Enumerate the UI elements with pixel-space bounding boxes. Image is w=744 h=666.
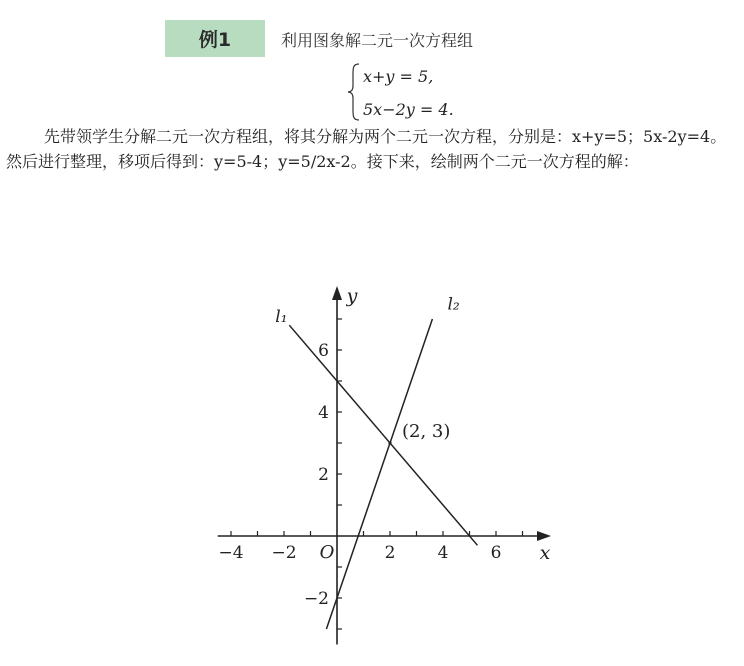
series-label-1: l₁ <box>275 307 288 328</box>
y-tick-label: 6 <box>318 341 329 361</box>
y-tick-label: 2 <box>318 465 329 485</box>
y-tick-label: −2 <box>303 589 329 609</box>
x-axis-label: x <box>539 542 551 564</box>
graph <box>190 205 610 663</box>
example-badge: 例1 <box>165 20 265 57</box>
system-brace <box>347 62 361 122</box>
x-axis-arrow <box>537 531 551 541</box>
x-tick-label: −4 <box>218 543 244 563</box>
y-axis-label: y <box>346 285 358 307</box>
x-tick-label: −2 <box>271 543 297 563</box>
intersection-point <box>388 441 391 444</box>
y-tick-label: 4 <box>318 403 329 423</box>
x-tick-label: 4 <box>437 543 449 563</box>
x-tick-label: 6 <box>490 543 502 563</box>
origin-label: O <box>319 542 335 563</box>
x-tick-label: 2 <box>384 543 396 563</box>
series-label-2: l₂ <box>447 294 460 315</box>
explanation-paragraph: 先带领学生分解二元一次方程组，将其分解为两个二元一次方程，分别是：x+y=5；5x-2y=4。然后进行整理，移项后得到：y=5-4；y=5/2x-2。接下来，绘制两个二元一次方程的解： <box>6 127 727 171</box>
intersection-label: (2, 3) <box>402 421 451 442</box>
equation-1: x+y = 5, <box>363 67 434 86</box>
coordinate-plane <box>190 205 610 663</box>
y-axis-arrow <box>332 286 342 300</box>
equation-2: 5x−2y = 4. <box>363 100 454 119</box>
example-title: 利用图象解二元一次方程组 <box>281 31 474 50</box>
